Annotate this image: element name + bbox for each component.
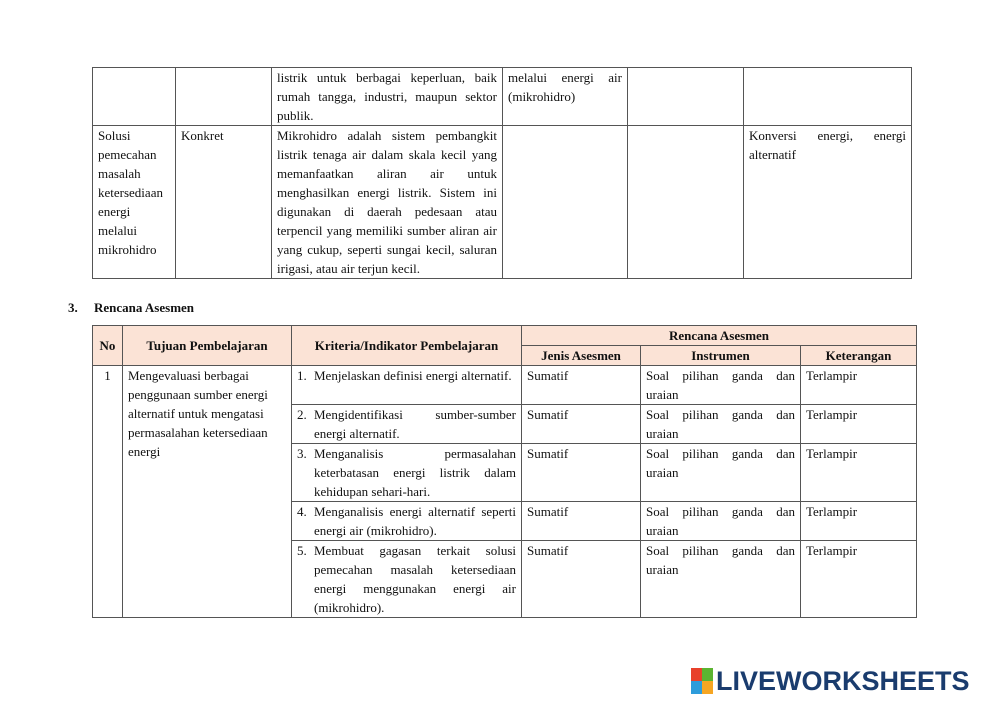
kriteria-cell xyxy=(292,502,522,541)
instrumen-cell: Soal pilihan ganda dan uraian xyxy=(641,502,801,541)
logo-square xyxy=(702,681,713,694)
header-jenis: Jenis Asesmen xyxy=(522,346,641,366)
kriteria-cell xyxy=(292,366,522,405)
table-row xyxy=(93,68,912,126)
jenis-cell: Sumatif xyxy=(522,444,641,502)
assessment-table xyxy=(92,325,917,618)
header-rencana: Rencana Asesmen xyxy=(522,326,917,346)
keterangan-cell: Terlampir xyxy=(801,541,917,618)
table-cell xyxy=(176,68,272,126)
logo-square xyxy=(702,668,713,681)
keterangan-cell: Terlampir xyxy=(801,405,917,444)
kriteria-cell xyxy=(292,444,522,502)
jenis-cell: Sumatif xyxy=(522,541,641,618)
row-number: 1 xyxy=(93,366,123,618)
kriteria-number: 4. xyxy=(297,504,307,519)
table-cell: Solusi pemecahan masalah ketersediaan energi melalui mikrohidro xyxy=(93,126,176,279)
jenis-cell: Sumatif xyxy=(522,502,641,541)
table-row xyxy=(93,366,917,405)
keterangan-cell: Terlampir xyxy=(801,444,917,502)
jenis-cell: Sumatif xyxy=(522,366,641,405)
kriteria-cell xyxy=(292,405,522,444)
instrumen-cell: Soal pilihan ganda dan uraian xyxy=(641,366,801,405)
header-kriteria: Kriteria/Indikator Pembelajaran xyxy=(292,326,522,366)
kriteria-text: Mengidentifikasi sumber-sumber energi alternatif. xyxy=(314,407,516,441)
concept-table xyxy=(92,67,912,279)
kriteria-number: 1. xyxy=(297,368,307,383)
kriteria-cell xyxy=(292,541,522,618)
header-no: No xyxy=(93,326,123,366)
logo-square xyxy=(691,668,702,681)
header-tujuan: Tujuan Pembelajaran xyxy=(123,326,292,366)
table-cell: Konversi energi, energi alternatif xyxy=(744,126,912,279)
section-number: 3. xyxy=(68,300,78,315)
instrumen-cell: Soal pilihan ganda dan uraian xyxy=(641,541,801,618)
section-heading xyxy=(68,300,194,316)
tujuan-cell: Mengevaluasi berbagai penggunaan sumber energi alternatif untuk mengatasi permasalahan ketersediaan energi xyxy=(123,366,292,618)
table-cell xyxy=(503,126,628,279)
kriteria-number: 2. xyxy=(297,407,307,422)
table-row xyxy=(93,126,912,279)
kriteria-number: 3. xyxy=(297,446,307,461)
logo-square xyxy=(691,681,702,694)
keterangan-cell: Terlampir xyxy=(801,502,917,541)
jenis-cell: Sumatif xyxy=(522,405,641,444)
logo-mark-icon xyxy=(691,668,713,694)
logo-text: LIVEWORKSHEETS xyxy=(716,665,970,696)
table-cell xyxy=(628,68,744,126)
instrumen-cell: Soal pilihan ganda dan uraian xyxy=(641,444,801,502)
kriteria-text: Membuat gagasan terkait solusi pemecahan masalah ketersediaan energi menggunakan energi air (mikrohidro). xyxy=(314,543,516,615)
kriteria-text: Menganalisis energi alternatif seperti energi air (mikrohidro). xyxy=(314,504,516,538)
table-cell xyxy=(93,68,176,126)
header-row xyxy=(93,326,917,346)
table-cell: Konkret xyxy=(176,126,272,279)
header-instrumen: Instrumen xyxy=(641,346,801,366)
table-cell xyxy=(628,126,744,279)
table-cell xyxy=(744,68,912,126)
keterangan-cell: Terlampir xyxy=(801,366,917,405)
instrumen-cell: Soal pilihan ganda dan uraian xyxy=(641,405,801,444)
header-keterangan: Keterangan xyxy=(801,346,917,366)
table-cell: listrik untuk berbagai keperluan, baik rumah tangga, industri, maupun sektor publik. xyxy=(272,68,503,126)
kriteria-text: Menganalisis permasalahan keterbatasan energi listrik dalam kehidupan sehari-hari. xyxy=(314,446,516,499)
table-cell: Mikrohidro adalah sistem pembangkit listrik tenaga air dalam skala kecil yang memanfaatkan aliran air untuk menghasilkan energi listrik. Sistem ini digunakan di daerah pedesaan atau terpencil yang memiliki sumber aliran air yang cukup, seperti sungai kecil, saluran irigasi, atau air terjun kecil. xyxy=(272,126,503,279)
section-title: Rencana Asesmen xyxy=(94,300,195,315)
kriteria-text: Menjelaskan definisi energi alternatif. xyxy=(314,368,512,383)
kriteria-number: 5. xyxy=(297,543,307,558)
liveworksheets-logo xyxy=(691,666,970,696)
table-cell: melalui energi air (mikrohidro) xyxy=(503,68,628,126)
